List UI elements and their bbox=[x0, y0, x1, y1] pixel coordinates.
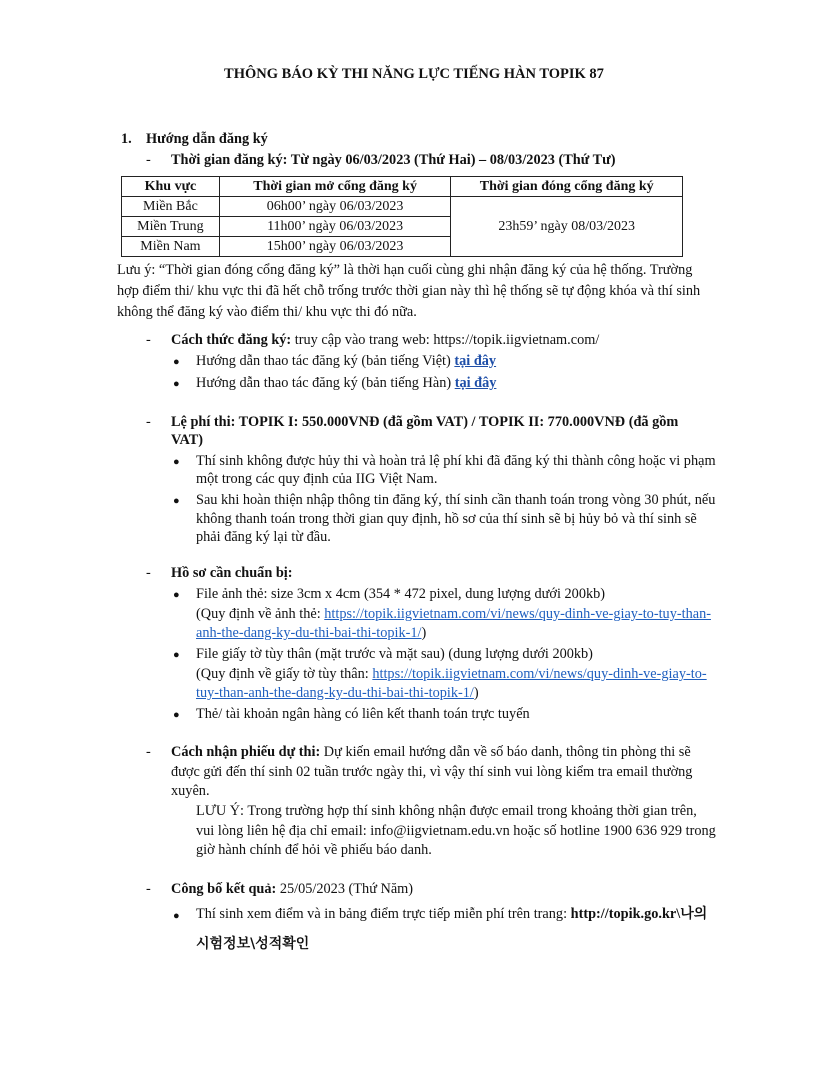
fee-bullet-line: Thí sinh không được hủy thi và hoàn trả lệ phí khi đã đăng ký thi thành công hoặc vi phạm bbox=[196, 453, 716, 469]
results-kr-2: 시험정보\성적확인 bbox=[196, 936, 310, 952]
bank-card-item: Thẻ/ tài khoản ngân hàng có liên kết thanh toán trực tuyến bbox=[196, 706, 530, 722]
id-rule-link[interactable]: https://topik.iigvietnam.com/vi/news/quy-dinh-ve-giay-to- bbox=[372, 666, 707, 682]
ticket-text: Dự kiến email hướng dẫn về số báo danh, thông tin phòng thi sẽ bbox=[320, 744, 691, 760]
ticket-note-line: giờ hành chính để hỏi về phiếu báo danh. bbox=[196, 842, 432, 858]
close-time-cell: 23h59’ ngày 08/03/2023 bbox=[451, 197, 683, 257]
region-cell: Miền Trung bbox=[122, 217, 220, 237]
fee-bullet-line: một trong các quy định của IIG Việt Nam. bbox=[196, 471, 438, 487]
dash-marker: - bbox=[146, 881, 151, 897]
bullet-icon: ● bbox=[173, 649, 180, 661]
fee-bullet-line: không thanh toán trong thời gian quy định, hồ sơ của thí sinh sẽ bị hủy bỏ và thí sinh sẽ bbox=[196, 511, 697, 527]
dash-marker: - bbox=[146, 414, 151, 430]
bullet-icon: ● bbox=[173, 495, 180, 507]
results-text: Thí sinh xem điểm và in bảng điểm trực tiếp miễn phí trên trang: bbox=[196, 906, 571, 922]
note-line: hợp điểm thi/ khu vực thi đã hết chỗ trống trước thời gian này thì hệ thống sẽ tự động khóa và thí sinh bbox=[117, 283, 701, 299]
results-site: http://topik.go.kr\ bbox=[570, 906, 681, 922]
guide-vi-item bbox=[196, 351, 496, 372]
photo-rule-link-cont[interactable]: anh-the-dang-ky-du-thi-bai-thi-topik-1/ bbox=[196, 625, 422, 641]
ticket-note-line: LƯU Ý: Trong trường hợp thí sinh không nhận được email trong khoảng thời gian trên, bbox=[196, 803, 697, 819]
id-rule bbox=[196, 664, 707, 685]
guide-vi-link[interactable]: tại đây bbox=[454, 353, 497, 369]
close-paren: ) bbox=[421, 625, 427, 641]
bullet-icon: ● bbox=[173, 356, 180, 368]
ticket-label: Cách nhận phiếu dự thi: bbox=[171, 744, 321, 760]
registration-time: Thời gian đăng ký: Từ ngày 06/03/2023 (Thứ Hai) – 08/03/2023 (Thứ Tư) bbox=[171, 152, 616, 168]
open-time-cell: 06h00’ ngày 06/03/2023 bbox=[219, 197, 451, 217]
method-text: truy cập vào trang web: https://topik.iigvietnam.com/ bbox=[291, 332, 600, 348]
fee-bullet-line: Sau khi hoàn thiện nhập thông tin đăng ký, thí sinh cần thanh toán trong vòng 30 phút, nếu bbox=[196, 492, 716, 508]
section-heading: Hướng dẫn đăng ký bbox=[146, 131, 268, 147]
photo-rule-link[interactable]: https://topik.iigvietnam.com/vi/news/quy-dinh-ve-giay-to-tuy-than- bbox=[324, 606, 711, 622]
section-number: 1. bbox=[121, 131, 132, 147]
results-bullet bbox=[196, 904, 707, 925]
docs-heading: Hồ sơ cần chuẩn bị: bbox=[171, 565, 293, 581]
dash-marker: - bbox=[146, 152, 151, 168]
region-cell: Miền Bắc bbox=[122, 197, 220, 217]
bullet-icon: ● bbox=[173, 910, 180, 922]
results-line bbox=[171, 879, 413, 900]
results-date: 25/05/2023 (Thứ Năm) bbox=[276, 881, 414, 897]
col-header-open: Thời gian mở cổng đăng ký bbox=[219, 177, 451, 197]
guide-kr-text: Hướng dẫn thao tác đăng ký (bản tiếng Hàn) bbox=[196, 375, 455, 391]
method-line bbox=[171, 330, 599, 351]
note-line: không thể đăng ký vào điểm thi/ khu vực thi đó nữa. bbox=[117, 304, 417, 320]
bullet-icon: ● bbox=[173, 589, 180, 601]
id-rule-prefix: (Quy định về giấy tờ tùy thân: bbox=[196, 666, 373, 682]
region-cell: Miền Nam bbox=[122, 237, 220, 257]
bullet-icon: ● bbox=[173, 456, 180, 468]
open-time-cell: 15h00’ ngày 06/03/2023 bbox=[219, 237, 451, 257]
dash-marker: - bbox=[146, 744, 151, 760]
bullet-icon: ● bbox=[173, 378, 180, 390]
id-rule-cont bbox=[196, 683, 479, 704]
photo-rule-cont bbox=[196, 623, 426, 644]
open-time-cell: 11h00’ ngày 06/03/2023 bbox=[219, 217, 451, 237]
photo-rule bbox=[196, 604, 711, 625]
ticket-note-line: vui lòng liên hệ địa chỉ email: info@iigvietnam.edu.vn hoặc số hotline 1900 636 929 trong bbox=[196, 823, 716, 839]
id-file-item: File giấy tờ tùy thân (mặt trước và mặt sau) (dung lượng dưới 200kb) bbox=[196, 646, 593, 662]
id-rule-link-cont[interactable]: tuy-than-anh-the-dang-ky-du-thi-bai-thi-topik-1/ bbox=[196, 685, 474, 701]
results-label: Công bố kết quả: bbox=[171, 881, 277, 897]
table-row bbox=[122, 197, 683, 217]
method-label: Cách thức đăng ký: bbox=[171, 332, 292, 348]
photo-item: File ảnh thẻ: size 3cm x 4cm (354 * 472 pixel, dung lượng dưới 200kb) bbox=[196, 586, 606, 602]
col-header-close: Thời gian đóng cổng đăng ký bbox=[451, 177, 683, 197]
ticket-line: xuyên. bbox=[171, 783, 210, 799]
guide-vi-text: Hướng dẫn thao tác đăng ký (bản tiếng Việt) bbox=[196, 353, 455, 369]
ticket-line bbox=[171, 742, 691, 763]
close-paren: ) bbox=[473, 685, 479, 701]
fee-bullet-line: phải đăng ký lại từ đầu. bbox=[196, 529, 331, 545]
bullet-icon: ● bbox=[173, 709, 180, 721]
results-kr-1: 나의 bbox=[680, 906, 708, 922]
guide-kr-link[interactable]: tại đây bbox=[454, 375, 497, 391]
registration-table bbox=[121, 176, 683, 257]
note-line: Lưu ý: “Thời gian đóng cổng đăng ký” là thời hạn cuối cùng ghi nhận đăng ký của hệ thống. Trường bbox=[117, 262, 693, 278]
dash-marker: - bbox=[146, 332, 151, 348]
guide-kr-item bbox=[196, 373, 496, 394]
photo-rule-prefix: (Quy định về ảnh thẻ: bbox=[196, 606, 325, 622]
dash-marker: - bbox=[146, 565, 151, 581]
fee-line: Lệ phí thi: TOPIK I: 550.000VNĐ (đã gồm VAT) / TOPIK II: 770.000VNĐ (đã gồm bbox=[171, 414, 679, 430]
col-header-region: Khu vực bbox=[122, 177, 220, 197]
table-header-row bbox=[122, 177, 683, 197]
page-title: THÔNG BÁO KỲ THI NĂNG LỰC TIẾNG HÀN TOPIK 87 bbox=[224, 66, 604, 82]
fee-line: VAT) bbox=[171, 432, 204, 448]
ticket-line: được gửi đến thí sinh 02 tuần trước ngày thi, vì vậy thí sinh vui lòng kiểm tra email thường bbox=[171, 764, 693, 780]
